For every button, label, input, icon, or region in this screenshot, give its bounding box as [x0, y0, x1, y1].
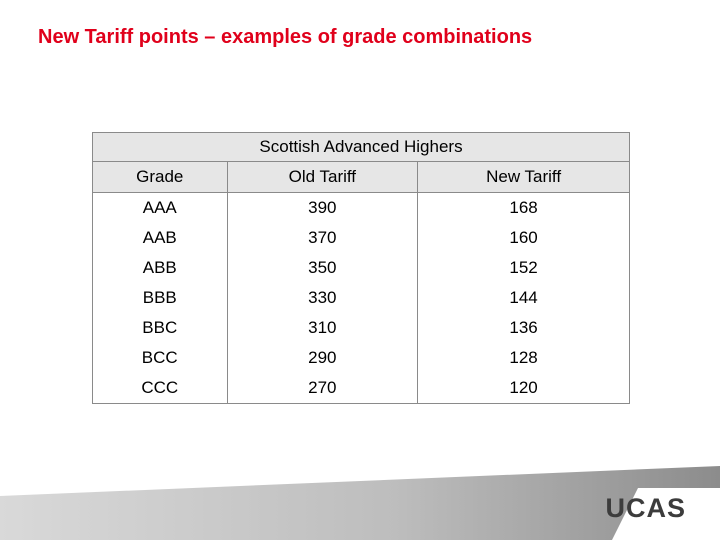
old-tariff-cell: 270	[227, 373, 418, 404]
table-row	[93, 223, 630, 253]
new-tariff-cell: 144	[418, 283, 630, 313]
new-tariff-cell: 160	[418, 223, 630, 253]
tariff-table	[92, 132, 630, 404]
old-tariff-cell: 310	[227, 313, 418, 343]
old-tariff-cell: 290	[227, 343, 418, 373]
grade-cell: CCC	[93, 373, 228, 404]
table-row	[93, 373, 630, 404]
old-tariff-cell: 390	[227, 193, 418, 224]
table-row	[93, 283, 630, 313]
grade-cell: BBC	[93, 313, 228, 343]
new-tariff-cell: 136	[418, 313, 630, 343]
new-tariff-cell: 152	[418, 253, 630, 283]
new-tariff-cell: 120	[418, 373, 630, 404]
grade-cell: ABB	[93, 253, 228, 283]
grade-cell: BBB	[93, 283, 228, 313]
column-header-row	[93, 162, 630, 193]
table-row	[93, 253, 630, 283]
new-tariff-cell: 168	[418, 193, 630, 224]
slide-title: New Tariff points – examples of grade combinations	[38, 26, 533, 48]
table-caption: Scottish Advanced Highers	[93, 133, 630, 162]
column-header-new-tariff: New Tariff	[418, 162, 630, 193]
ucas-logo: UCAS	[605, 493, 686, 523]
column-header-old-tariff: Old Tariff	[227, 162, 418, 193]
column-header-grade: Grade	[93, 162, 228, 193]
table-row	[93, 193, 630, 224]
grade-cell: BCC	[93, 343, 228, 373]
footer-band	[0, 460, 720, 540]
old-tariff-cell: 350	[227, 253, 418, 283]
table-row	[93, 343, 630, 373]
table-caption-row	[93, 133, 630, 162]
grade-cell: AAA	[93, 193, 228, 224]
new-tariff-cell: 128	[418, 343, 630, 373]
old-tariff-cell: 370	[227, 223, 418, 253]
old-tariff-cell: 330	[227, 283, 418, 313]
table-row	[93, 313, 630, 343]
grade-cell: AAB	[93, 223, 228, 253]
